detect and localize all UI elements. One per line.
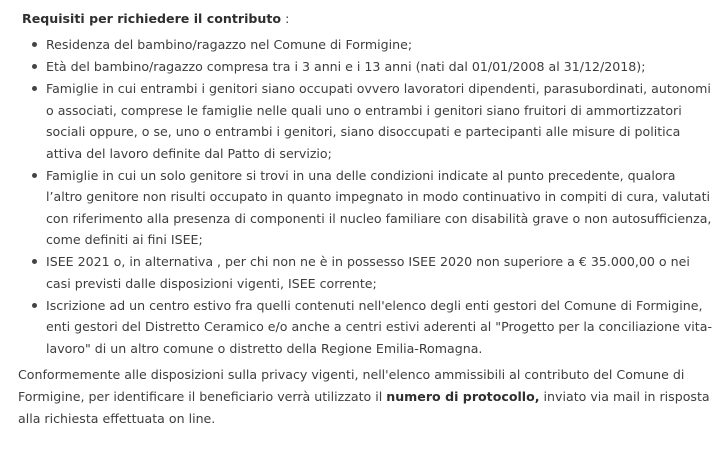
list-item-eta: Età del bambino/ragazzo compresa tra i 3 anni e i 13 anni (nati dal 01/01/2008 al 31/12/2018); [46,56,713,78]
list-item-iscrizione: Iscrizione ad un centro estivo fra quelli contenuti nell'elenco degli enti gestori del Comune di Formigine, enti gestori del Distretto Ceramico e/o anche a centri estivi aderenti al "Progetto per la conciliazione vita-lavoro" di un altro comune o distretto della Regione Emilia-Romagna. [46,295,713,360]
list-item-isee: ISEE 2021 o, in alternativa , per chi non ne è in possesso ISEE 2020 non superiore a € 35.000,00 o nei casi previsti dalle disposizioni vigenti, ISEE corrente; [46,251,713,294]
requirements-heading [22,8,713,29]
privacy-note-before: Conformemente alle disposizioni sulla privacy vigenti, nell'elenco ammissibili al contributo del Comune di Formigine, per identificare il beneficiario verrà utilizzato il [18,367,685,404]
privacy-note-after: inviato via mail in risposta alla richiesta effettuata on line. [18,389,710,426]
privacy-note-bold: numero di protocollo, [386,389,540,404]
list-item-residenza: Residenza del bambino/ragazzo nel Comune di Formigine; [46,34,713,56]
privacy-note [18,364,713,430]
requirements-heading-suffix: : [285,11,290,26]
list-item-famiglie-un-genitore: Famiglie in cui un solo genitore si trovi in una delle condizioni indicate al punto precedente, qualora l’altro genitore non risulti occupato in quanto impegnato in modo continuativo in compiti di cura, valutati con riferimento alla presenza di componenti il nucleo familiare con disabilità grave o non autosufficienza, come definiti ai fini ISEE; [46,165,713,251]
list-item-famiglie-occupati: Famiglie in cui entrambi i genitori siano occupati ovvero lavoratori dipendenti, parasubordinati, autonomi o associati, comprese le famiglie nelle quali uno o entrambi i genitori siano fruitori di ammortizzatori sociali oppure, o se, uno o entrambi i genitori, siano disoccupati e partecipanti alle misure di politica attiva del lavoro definite dal Patto di servizio; [46,78,713,164]
requirements-heading-title: Requisiti per richiedere il contributo [22,11,282,26]
requirements-list [18,34,713,359]
